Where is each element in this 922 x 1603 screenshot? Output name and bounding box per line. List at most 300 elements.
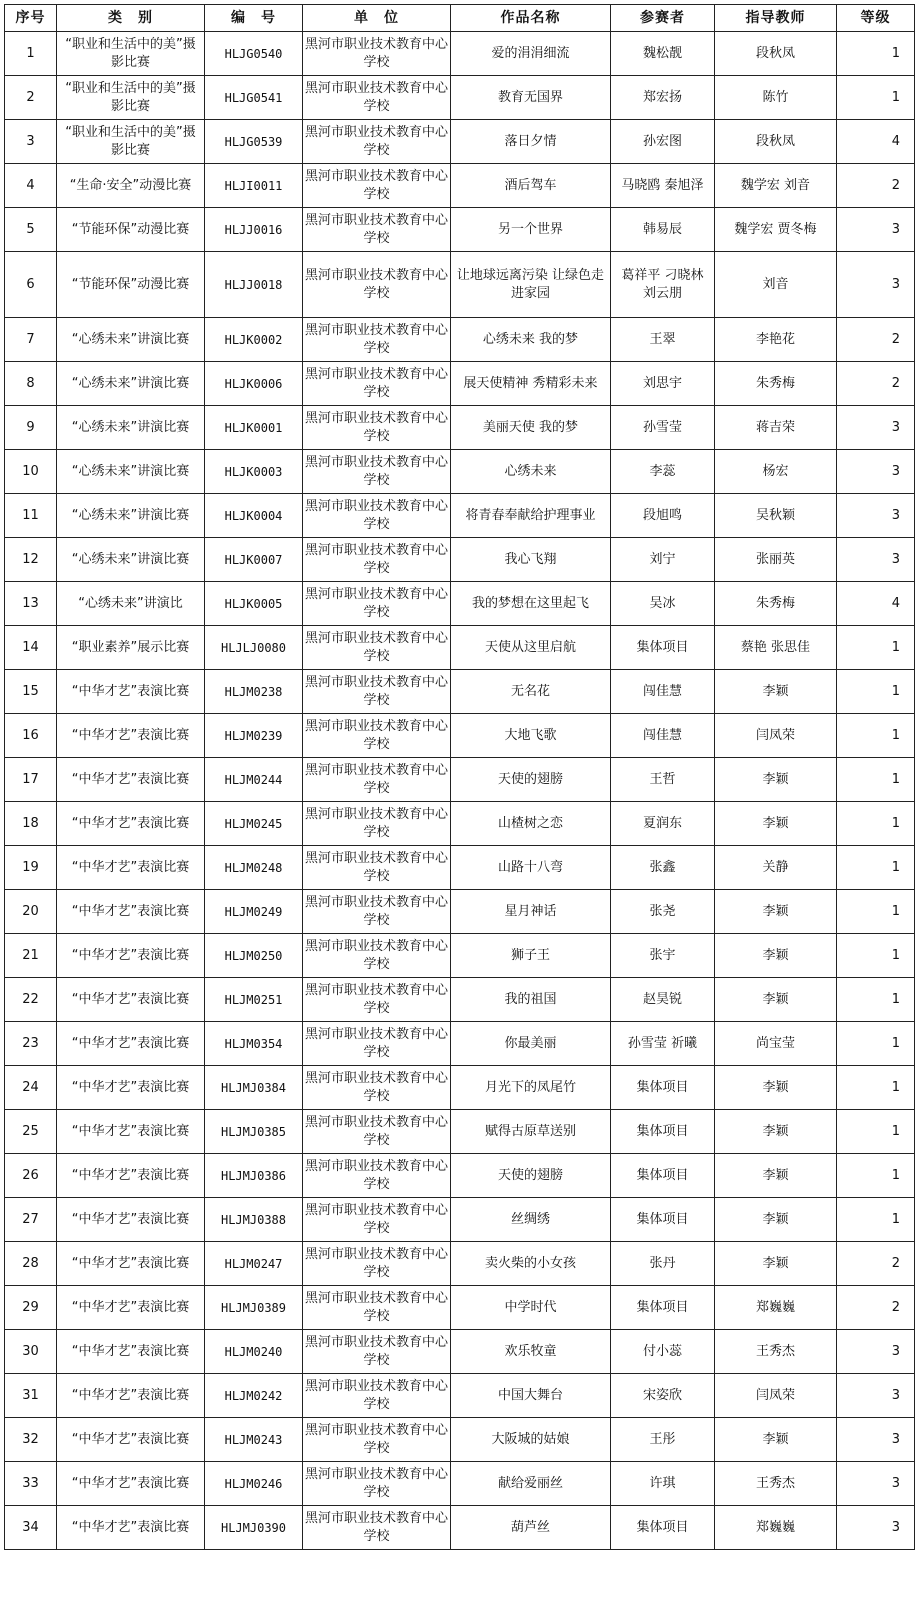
table-row — [5, 890, 915, 934]
cell-entry-code: HLJM0251 — [205, 978, 303, 1022]
cell-category: “中华才艺”表演比赛 — [57, 1110, 205, 1154]
cell-unit-name: 黑河市职业技术教育中心学校 — [303, 538, 451, 582]
cell-work-title: 我心飞翔 — [451, 538, 611, 582]
cell-level: 3 — [837, 1418, 915, 1462]
cell-row-number: 10 — [5, 450, 57, 494]
cell-unit-name: 黑河市职业技术教育中心学校 — [303, 934, 451, 978]
cell-teacher: 张丽英 — [715, 538, 837, 582]
table-row — [5, 1286, 915, 1330]
cell-level: 1 — [837, 978, 915, 1022]
cell-row-number: 12 — [5, 538, 57, 582]
cell-work-title: 星月神话 — [451, 890, 611, 934]
cell-teacher: 魏学宏 刘音 — [715, 164, 837, 208]
cell-category: “生命·安全”动漫比赛 — [57, 164, 205, 208]
cell-entry-code: HLJMJ0386 — [205, 1154, 303, 1198]
cell-work-title: 中学时代 — [451, 1286, 611, 1330]
cell-teacher: 段秋凤 — [715, 120, 837, 164]
cell-work-title: 另一个世界 — [451, 208, 611, 252]
cell-category: “心绣未来”讲演比赛 — [57, 494, 205, 538]
cell-entry-code: HLJLJ0080 — [205, 626, 303, 670]
cell-level: 1 — [837, 802, 915, 846]
cell-participant: 集体项目 — [611, 1506, 715, 1550]
cell-level: 3 — [837, 406, 915, 450]
cell-level: 2 — [837, 1286, 915, 1330]
cell-level: 1 — [837, 1066, 915, 1110]
cell-work-title: 落日夕情 — [451, 120, 611, 164]
table-row — [5, 934, 915, 978]
cell-level: 3 — [837, 1330, 915, 1374]
cell-row-number: 16 — [5, 714, 57, 758]
cell-unit-name: 黑河市职业技术教育中心学校 — [303, 1110, 451, 1154]
cell-unit-name: 黑河市职业技术教育中心学校 — [303, 1506, 451, 1550]
cell-unit-name: 黑河市职业技术教育中心学校 — [303, 318, 451, 362]
cell-category: “中华才艺”表演比赛 — [57, 1506, 205, 1550]
cell-row-number: 17 — [5, 758, 57, 802]
table-row — [5, 1330, 915, 1374]
cell-participant: 刘思宇 — [611, 362, 715, 406]
cell-level: 1 — [837, 626, 915, 670]
cell-entry-code: HLJMJ0388 — [205, 1198, 303, 1242]
cell-teacher: 闫凤荣 — [715, 1374, 837, 1418]
table-row — [5, 846, 915, 890]
cell-category: “中华才艺”表演比赛 — [57, 1022, 205, 1066]
cell-level: 3 — [837, 1506, 915, 1550]
cell-row-number: 2 — [5, 76, 57, 120]
cell-participant: 宋姿欣 — [611, 1374, 715, 1418]
cell-row-number: 5 — [5, 208, 57, 252]
cell-unit-name: 黑河市职业技术教育中心学校 — [303, 978, 451, 1022]
cell-teacher: 朱秀梅 — [715, 582, 837, 626]
cell-entry-code: HLJM0249 — [205, 890, 303, 934]
cell-teacher: 李颖 — [715, 1418, 837, 1462]
table-row — [5, 758, 915, 802]
cell-unit-name: 黑河市职业技术教育中心学校 — [303, 1066, 451, 1110]
header-no: 序号 — [5, 5, 57, 32]
cell-category: “心绣未来”讲演比赛 — [57, 450, 205, 494]
cell-level: 1 — [837, 1022, 915, 1066]
table-row — [5, 626, 915, 670]
cell-category: “心绣未来”讲演比 — [57, 582, 205, 626]
cell-work-title: 欢乐牧童 — [451, 1330, 611, 1374]
cell-unit-name: 黑河市职业技术教育中心学校 — [303, 362, 451, 406]
cell-unit-name: 黑河市职业技术教育中心学校 — [303, 252, 451, 318]
cell-unit-name: 黑河市职业技术教育中心学校 — [303, 76, 451, 120]
cell-level: 1 — [837, 32, 915, 76]
cell-participant: 张尧 — [611, 890, 715, 934]
cell-participant: 孙雪莹 祈曦 — [611, 1022, 715, 1066]
cell-participant: 刘宁 — [611, 538, 715, 582]
cell-participant: 王翠 — [611, 318, 715, 362]
table-row — [5, 802, 915, 846]
cell-level: 2 — [837, 362, 915, 406]
cell-unit-name: 黑河市职业技术教育中心学校 — [303, 1198, 451, 1242]
cell-teacher: 王秀杰 — [715, 1462, 837, 1506]
cell-category: “中华才艺”表演比赛 — [57, 758, 205, 802]
header-teacher: 指导教师 — [715, 5, 837, 32]
cell-work-title: 狮子王 — [451, 934, 611, 978]
cell-teacher: 李颖 — [715, 1110, 837, 1154]
cell-entry-code: HLJMJ0385 — [205, 1110, 303, 1154]
cell-entry-code: HLJM0243 — [205, 1418, 303, 1462]
cell-work-title: 大地飞歌 — [451, 714, 611, 758]
cell-entry-code: HLJM0242 — [205, 1374, 303, 1418]
cell-teacher: 李艳花 — [715, 318, 837, 362]
cell-row-number: 32 — [5, 1418, 57, 1462]
cell-level: 1 — [837, 1154, 915, 1198]
cell-teacher: 李颖 — [715, 1198, 837, 1242]
cell-participant: 魏松靓 — [611, 32, 715, 76]
header-participant: 参赛者 — [611, 5, 715, 32]
cell-level: 3 — [837, 252, 915, 318]
cell-category: “职业和生活中的美”摄影比赛 — [57, 32, 205, 76]
cell-row-number: 1 — [5, 32, 57, 76]
cell-unit-name: 黑河市职业技术教育中心学校 — [303, 1286, 451, 1330]
cell-teacher: 李颖 — [715, 978, 837, 1022]
header-work: 作品名称 — [451, 5, 611, 32]
cell-entry-code: HLJJ0016 — [205, 208, 303, 252]
cell-row-number: 23 — [5, 1022, 57, 1066]
cell-participant: 吴冰 — [611, 582, 715, 626]
cell-row-number: 9 — [5, 406, 57, 450]
table-row — [5, 1462, 915, 1506]
cell-teacher: 刘音 — [715, 252, 837, 318]
cell-entry-code: HLJK0001 — [205, 406, 303, 450]
cell-category: “心绣未来”讲演比赛 — [57, 362, 205, 406]
cell-unit-name: 黑河市职业技术教育中心学校 — [303, 890, 451, 934]
cell-entry-code: HLJM0245 — [205, 802, 303, 846]
cell-participant: 集体项目 — [611, 1110, 715, 1154]
cell-category: “中华才艺”表演比赛 — [57, 978, 205, 1022]
cell-teacher: 陈竹 — [715, 76, 837, 120]
cell-teacher: 李颖 — [715, 758, 837, 802]
cell-unit-name: 黑河市职业技术教育中心学校 — [303, 1374, 451, 1418]
cell-teacher: 朱秀梅 — [715, 362, 837, 406]
cell-row-number: 11 — [5, 494, 57, 538]
cell-row-number: 21 — [5, 934, 57, 978]
cell-participant: 张宇 — [611, 934, 715, 978]
cell-level: 1 — [837, 1198, 915, 1242]
cell-category: “中华才艺”表演比赛 — [57, 934, 205, 978]
cell-level: 1 — [837, 934, 915, 978]
cell-row-number: 26 — [5, 1154, 57, 1198]
table-row — [5, 670, 915, 714]
table-row — [5, 494, 915, 538]
cell-participant: 集体项目 — [611, 626, 715, 670]
cell-row-number: 15 — [5, 670, 57, 714]
cell-unit-name: 黑河市职业技术教育中心学校 — [303, 1242, 451, 1286]
cell-row-number: 31 — [5, 1374, 57, 1418]
cell-teacher: 尚宝莹 — [715, 1022, 837, 1066]
table-row — [5, 978, 915, 1022]
cell-category: “职业素养”展示比赛 — [57, 626, 205, 670]
table-row — [5, 450, 915, 494]
cell-work-title: 献给爱丽丝 — [451, 1462, 611, 1506]
table-row — [5, 208, 915, 252]
table-row — [5, 1242, 915, 1286]
cell-row-number: 4 — [5, 164, 57, 208]
cell-entry-code: HLJG0541 — [205, 76, 303, 120]
cell-participant: 段旭鸣 — [611, 494, 715, 538]
cell-row-number: 28 — [5, 1242, 57, 1286]
cell-entry-code: HLJK0003 — [205, 450, 303, 494]
cell-entry-code: HLJI0011 — [205, 164, 303, 208]
cell-row-number: 25 — [5, 1110, 57, 1154]
cell-category: “中华才艺”表演比赛 — [57, 1418, 205, 1462]
cell-row-number: 7 — [5, 318, 57, 362]
cell-participant: 集体项目 — [611, 1066, 715, 1110]
cell-category: “节能环保”动漫比赛 — [57, 252, 205, 318]
cell-category: “中华才艺”表演比赛 — [57, 1286, 205, 1330]
cell-work-title: 卖火柴的小女孩 — [451, 1242, 611, 1286]
cell-category: “中华才艺”表演比赛 — [57, 1374, 205, 1418]
cell-unit-name: 黑河市职业技术教育中心学校 — [303, 626, 451, 670]
cell-teacher: 李颖 — [715, 802, 837, 846]
cell-participant: 集体项目 — [611, 1286, 715, 1330]
table-row — [5, 1022, 915, 1066]
cell-category: “节能环保”动漫比赛 — [57, 208, 205, 252]
table-row — [5, 76, 915, 120]
cell-category: “中华才艺”表演比赛 — [57, 802, 205, 846]
cell-level: 3 — [837, 1374, 915, 1418]
cell-work-title: 葫芦丝 — [451, 1506, 611, 1550]
cell-teacher: 蒋吉荣 — [715, 406, 837, 450]
table-row — [5, 1418, 915, 1462]
cell-entry-code: HLJMJ0390 — [205, 1506, 303, 1550]
cell-work-title: 无名花 — [451, 670, 611, 714]
cell-entry-code: HLJM0244 — [205, 758, 303, 802]
cell-entry-code: HLJJ0018 — [205, 252, 303, 318]
cell-participant: 赵昊锐 — [611, 978, 715, 1022]
cell-level: 1 — [837, 76, 915, 120]
table-row — [5, 1374, 915, 1418]
table-row — [5, 1198, 915, 1242]
cell-entry-code: HLJMJ0384 — [205, 1066, 303, 1110]
cell-unit-name: 黑河市职业技术教育中心学校 — [303, 582, 451, 626]
cell-unit-name: 黑河市职业技术教育中心学校 — [303, 802, 451, 846]
cell-work-title: 天使的翅膀 — [451, 758, 611, 802]
cell-level: 2 — [837, 318, 915, 362]
cell-category: “心绣未来”讲演比赛 — [57, 538, 205, 582]
cell-entry-code: HLJG0539 — [205, 120, 303, 164]
cell-work-title: 我的祖国 — [451, 978, 611, 1022]
cell-work-title: 天使的翅膀 — [451, 1154, 611, 1198]
cell-unit-name: 黑河市职业技术教育中心学校 — [303, 1330, 451, 1374]
cell-entry-code: HLJK0002 — [205, 318, 303, 362]
cell-unit-name: 黑河市职业技术教育中心学校 — [303, 406, 451, 450]
cell-entry-code: HLJM0247 — [205, 1242, 303, 1286]
cell-entry-code: HLJK0004 — [205, 494, 303, 538]
cell-work-title: 心绣未来 — [451, 450, 611, 494]
cell-participant: 葛祥平 刁晓林 刘云朋 — [611, 252, 715, 318]
cell-entry-code: HLJM0246 — [205, 1462, 303, 1506]
cell-participant: 闯佳慧 — [611, 670, 715, 714]
cell-work-title: 山路十八弯 — [451, 846, 611, 890]
cell-category: “职业和生活中的美”摄影比赛 — [57, 120, 205, 164]
cell-category: “中华才艺”表演比赛 — [57, 1198, 205, 1242]
table-row — [5, 582, 915, 626]
cell-category: “中华才艺”表演比赛 — [57, 1330, 205, 1374]
cell-participant: 张鑫 — [611, 846, 715, 890]
cell-level: 1 — [837, 1110, 915, 1154]
cell-participant: 马晓鸥 秦旭泽 — [611, 164, 715, 208]
table-row — [5, 1066, 915, 1110]
cell-row-number: 19 — [5, 846, 57, 890]
cell-level: 3 — [837, 208, 915, 252]
cell-work-title: 赋得古原草送别 — [451, 1110, 611, 1154]
cell-row-number: 33 — [5, 1462, 57, 1506]
cell-unit-name: 黑河市职业技术教育中心学校 — [303, 1418, 451, 1462]
cell-level: 2 — [837, 1242, 915, 1286]
cell-teacher: 李颖 — [715, 670, 837, 714]
cell-unit-name: 黑河市职业技术教育中心学校 — [303, 1154, 451, 1198]
cell-teacher: 闫凤荣 — [715, 714, 837, 758]
table-row — [5, 318, 915, 362]
cell-category: “心绣未来”讲演比赛 — [57, 406, 205, 450]
cell-row-number: 29 — [5, 1286, 57, 1330]
cell-category: “中华才艺”表演比赛 — [57, 714, 205, 758]
cell-entry-code: HLJM0354 — [205, 1022, 303, 1066]
cell-participant: 韩易辰 — [611, 208, 715, 252]
cell-participant: 许琪 — [611, 1462, 715, 1506]
cell-participant: 集体项目 — [611, 1198, 715, 1242]
cell-work-title: 大阪城的姑娘 — [451, 1418, 611, 1462]
cell-category: “中华才艺”表演比赛 — [57, 846, 205, 890]
cell-work-title: 美丽天使 我的梦 — [451, 406, 611, 450]
cell-level: 4 — [837, 582, 915, 626]
cell-category: “中华才艺”表演比赛 — [57, 1462, 205, 1506]
cell-teacher: 魏学宏 贾冬梅 — [715, 208, 837, 252]
cell-participant: 孙宏图 — [611, 120, 715, 164]
header-unit: 单 位 — [303, 5, 451, 32]
cell-category: “职业和生活中的美”摄影比赛 — [57, 76, 205, 120]
table-row — [5, 362, 915, 406]
cell-work-title: 将青春奉献给护理事业 — [451, 494, 611, 538]
cell-unit-name: 黑河市职业技术教育中心学校 — [303, 32, 451, 76]
cell-unit-name: 黑河市职业技术教育中心学校 — [303, 758, 451, 802]
cell-category: “心绣未来”讲演比赛 — [57, 318, 205, 362]
cell-level: 1 — [837, 714, 915, 758]
cell-participant: 王彤 — [611, 1418, 715, 1462]
cell-row-number: 14 — [5, 626, 57, 670]
cell-entry-code: HLJM0240 — [205, 1330, 303, 1374]
cell-teacher: 王秀杰 — [715, 1330, 837, 1374]
cell-unit-name: 黑河市职业技术教育中心学校 — [303, 208, 451, 252]
cell-row-number: 8 — [5, 362, 57, 406]
cell-entry-code: HLJM0239 — [205, 714, 303, 758]
cell-entry-code: HLJK0005 — [205, 582, 303, 626]
cell-category: “中华才艺”表演比赛 — [57, 1066, 205, 1110]
cell-row-number: 24 — [5, 1066, 57, 1110]
cell-participant: 集体项目 — [611, 1154, 715, 1198]
cell-category: “中华才艺”表演比赛 — [57, 670, 205, 714]
header-level: 等级 — [837, 5, 915, 32]
cell-work-title: 教育无国界 — [451, 76, 611, 120]
cell-teacher: 李颖 — [715, 890, 837, 934]
cell-row-number: 34 — [5, 1506, 57, 1550]
cell-participant: 孙雪莹 — [611, 406, 715, 450]
cell-teacher: 李颖 — [715, 1154, 837, 1198]
cell-row-number: 6 — [5, 252, 57, 318]
cell-level: 1 — [837, 670, 915, 714]
cell-entry-code: HLJK0006 — [205, 362, 303, 406]
cell-entry-code: HLJK0007 — [205, 538, 303, 582]
cell-level: 4 — [837, 120, 915, 164]
cell-teacher: 李颖 — [715, 1242, 837, 1286]
table-row — [5, 714, 915, 758]
cell-teacher: 段秋凤 — [715, 32, 837, 76]
cell-participant: 郑宏扬 — [611, 76, 715, 120]
table-row — [5, 538, 915, 582]
table-row — [5, 1506, 915, 1550]
cell-participant: 李蕊 — [611, 450, 715, 494]
cell-unit-name: 黑河市职业技术教育中心学校 — [303, 494, 451, 538]
cell-participant: 闯佳慧 — [611, 714, 715, 758]
cell-level: 2 — [837, 164, 915, 208]
table-row — [5, 120, 915, 164]
cell-unit-name: 黑河市职业技术教育中心学校 — [303, 1022, 451, 1066]
table-row — [5, 252, 915, 318]
cell-work-title: 我的梦想在这里起飞 — [451, 582, 611, 626]
table-row — [5, 164, 915, 208]
cell-unit-name: 黑河市职业技术教育中心学校 — [303, 670, 451, 714]
cell-entry-code: HLJG0540 — [205, 32, 303, 76]
cell-teacher: 李颖 — [715, 1066, 837, 1110]
table-row — [5, 1154, 915, 1198]
cell-teacher: 郑巍巍 — [715, 1506, 837, 1550]
cell-entry-code: HLJMJ0389 — [205, 1286, 303, 1330]
cell-level: 1 — [837, 846, 915, 890]
cell-work-title: 天使从这里启航 — [451, 626, 611, 670]
header-row — [5, 5, 915, 32]
cell-entry-code: HLJM0238 — [205, 670, 303, 714]
cell-row-number: 18 — [5, 802, 57, 846]
cell-category: “中华才艺”表演比赛 — [57, 1242, 205, 1286]
cell-participant: 张丹 — [611, 1242, 715, 1286]
cell-unit-name: 黑河市职业技术教育中心学校 — [303, 846, 451, 890]
cell-teacher: 蔡艳 张思佳 — [715, 626, 837, 670]
cell-teacher: 李颖 — [715, 934, 837, 978]
table-row — [5, 406, 915, 450]
table-body — [5, 32, 915, 1550]
cell-work-title: 展天使精神 秀精彩未来 — [451, 362, 611, 406]
table-row — [5, 32, 915, 76]
cell-level: 3 — [837, 538, 915, 582]
cell-row-number: 22 — [5, 978, 57, 1022]
cell-level: 3 — [837, 450, 915, 494]
cell-level: 1 — [837, 890, 915, 934]
cell-level: 3 — [837, 494, 915, 538]
cell-row-number: 13 — [5, 582, 57, 626]
cell-teacher: 杨宏 — [715, 450, 837, 494]
cell-participant: 付小蕊 — [611, 1330, 715, 1374]
cell-category: “中华才艺”表演比赛 — [57, 1154, 205, 1198]
cell-participant: 王哲 — [611, 758, 715, 802]
cell-work-title: 你最美丽 — [451, 1022, 611, 1066]
table-row — [5, 1110, 915, 1154]
cell-row-number: 27 — [5, 1198, 57, 1242]
cell-unit-name: 黑河市职业技术教育中心学校 — [303, 120, 451, 164]
cell-unit-name: 黑河市职业技术教育中心学校 — [303, 164, 451, 208]
cell-work-title: 中国大舞台 — [451, 1374, 611, 1418]
cell-row-number: 3 — [5, 120, 57, 164]
cell-unit-name: 黑河市职业技术教育中心学校 — [303, 450, 451, 494]
cell-entry-code: HLJM0248 — [205, 846, 303, 890]
cell-teacher: 郑巍巍 — [715, 1286, 837, 1330]
cell-category: “中华才艺”表演比赛 — [57, 890, 205, 934]
cell-row-number: 20 — [5, 890, 57, 934]
award-table-sheet — [4, 4, 914, 1550]
cell-teacher: 吴秋颖 — [715, 494, 837, 538]
